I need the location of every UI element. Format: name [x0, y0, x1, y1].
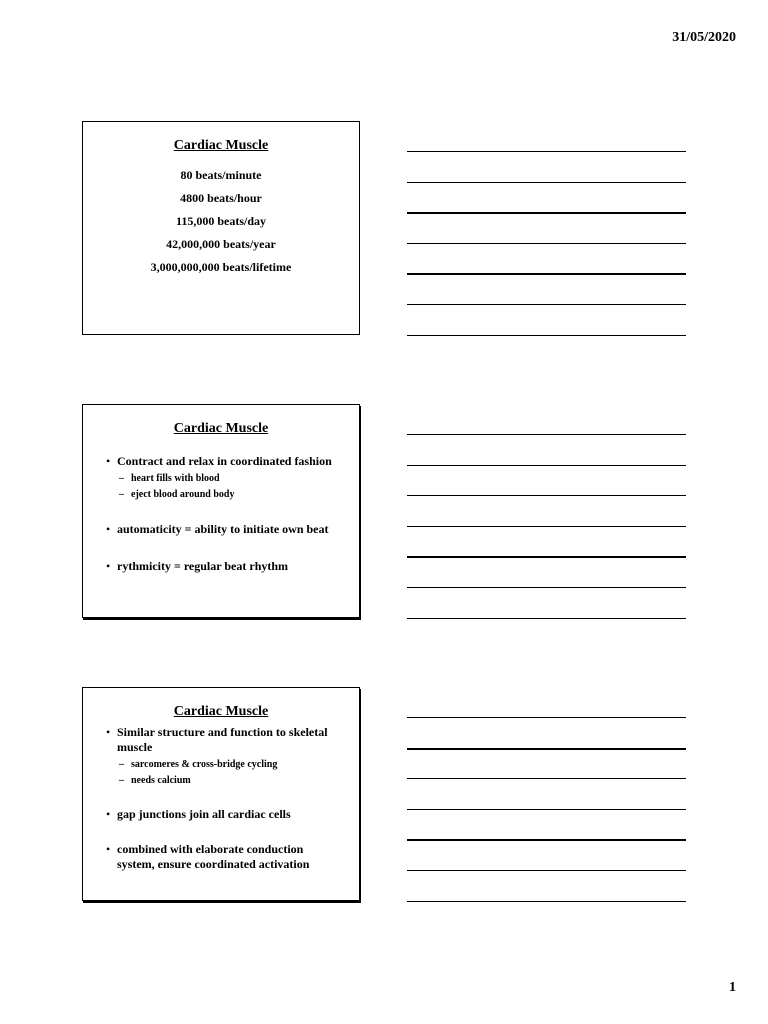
note-line	[407, 465, 686, 466]
stat-line: 3,000,000,000 beats/lifetime	[150, 260, 292, 274]
note-line	[407, 304, 686, 305]
sub-bullet-item: – sarcomeres & cross-bridge cycling	[83, 757, 359, 773]
note-line	[407, 335, 686, 336]
sub-bullet-item: – eject blood around body	[83, 487, 359, 503]
note-line	[407, 434, 686, 435]
stat-line: 80 beats/minute	[180, 168, 262, 182]
bullet-list	[83, 454, 359, 574]
note-line	[407, 526, 686, 527]
slide-3	[82, 687, 360, 901]
note-line	[407, 778, 686, 779]
page-number: 1	[729, 980, 736, 995]
note-line	[407, 495, 686, 496]
stat-line: 42,000,000 beats/year	[166, 237, 276, 251]
stat-line: 115,000 beats/day	[175, 214, 266, 228]
note-line	[407, 151, 686, 152]
note-line	[407, 809, 686, 810]
bullet-item: • Contract and relax in coordinated fashion	[83, 454, 359, 469]
slide-1	[82, 121, 360, 335]
slide-title: Cardiac Muscle	[173, 704, 269, 719]
slide-2	[82, 404, 360, 618]
beats-stats	[83, 164, 359, 279]
note-line	[407, 243, 686, 244]
bullet-item: • rythmicity = regular beat rhythm	[83, 559, 359, 574]
note-line	[407, 273, 686, 275]
stat-line: 4800 beats/hour	[180, 191, 262, 205]
note-line	[407, 901, 686, 902]
bullet-list	[83, 725, 359, 872]
note-line	[407, 618, 686, 619]
slide-title: Cardiac Muscle	[173, 138, 269, 153]
sub-bullet-item: – needs calcium	[83, 773, 359, 789]
note-line	[407, 839, 686, 841]
bullet-item: • combined with elaborate conduction system, ensure coordinated activation	[83, 842, 359, 872]
sub-bullet-item: – heart fills with blood	[83, 471, 359, 487]
note-line	[407, 587, 686, 588]
bullet-item: • Similar structure and function to skeletal muscle	[83, 725, 359, 755]
note-line	[407, 748, 686, 750]
note-line	[407, 556, 686, 558]
slide-title: Cardiac Muscle	[173, 421, 269, 436]
note-line	[407, 870, 686, 871]
bullet-item: • gap junctions join all cardiac cells	[83, 807, 359, 822]
bullet-item: • automaticity = ability to initiate own beat	[83, 522, 359, 537]
print-date: 31/05/2020	[672, 30, 736, 45]
note-line	[407, 212, 686, 214]
note-line	[407, 717, 686, 718]
note-line	[407, 182, 686, 183]
